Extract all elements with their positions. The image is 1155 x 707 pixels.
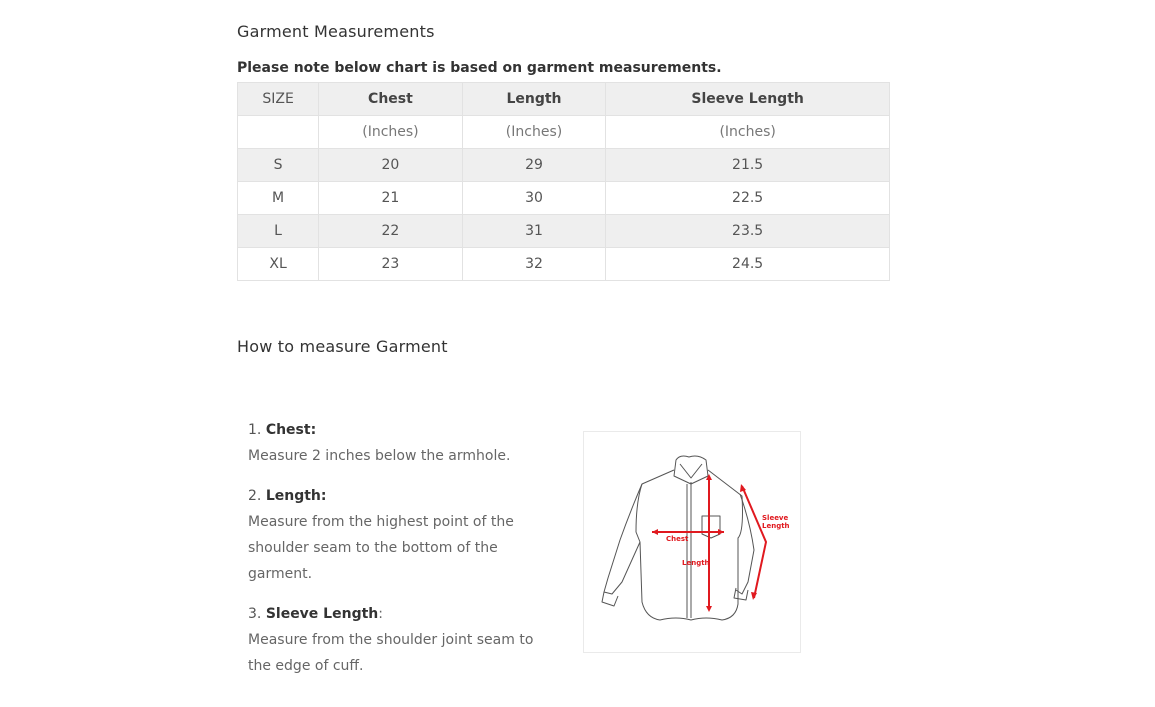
table-cell: 30 <box>462 182 606 215</box>
table-cell: XL <box>238 248 319 281</box>
step-label: Length: <box>265 488 327 504</box>
unit-cell <box>238 116 319 149</box>
measure-steps <box>248 417 558 693</box>
step-chest <box>248 417 558 469</box>
step-number: 2. <box>248 488 262 504</box>
table-cell: 24.5 <box>606 248 890 281</box>
header-chest: Chest <box>319 83 463 116</box>
table-cell: 31 <box>462 215 606 248</box>
step-label: Sleeve Length <box>265 606 379 622</box>
table-cell: 23 <box>319 248 463 281</box>
step-number: 3. <box>248 606 262 622</box>
how-to-measure-title: How to measure Garment <box>237 337 448 356</box>
length-label: Length <box>682 559 710 567</box>
table-cell: 21.5 <box>606 149 890 182</box>
step-label-suffix: : <box>378 606 383 622</box>
header-length: Length <box>462 83 606 116</box>
sleeve-arrow <box>742 486 766 598</box>
table-cell: S <box>238 149 319 182</box>
shirt-illustration <box>584 432 800 652</box>
step-description: Measure from the highest point of the shoulder seam to the bottom of the garment. <box>248 514 514 582</box>
sleeve-arrow-head <box>751 592 757 600</box>
step-length <box>248 483 558 587</box>
unit-cell: (Inches) <box>462 116 606 149</box>
step-description: Measure from the shoulder joint seam to the edge of cuff. <box>248 632 534 674</box>
chest-label: Chest <box>666 535 689 543</box>
length-arrow-head <box>706 606 712 612</box>
unit-cell: (Inches) <box>319 116 463 149</box>
step-number: 1. <box>248 422 262 438</box>
table-cell: 23.5 <box>606 215 890 248</box>
table-row <box>238 248 890 281</box>
step-sleeve-length <box>248 601 558 679</box>
chest-arrow-head <box>652 529 658 535</box>
sleeve-label-line1: Sleeve <box>762 514 789 522</box>
sleeve-label-line2: Length <box>762 522 790 530</box>
chest-arrow-head <box>718 529 724 535</box>
table-cell: 22.5 <box>606 182 890 215</box>
table-cell: 21 <box>319 182 463 215</box>
table-cell: 22 <box>319 215 463 248</box>
size-chart-table <box>237 82 890 281</box>
step-description: Measure 2 inches below the armhole. <box>248 448 511 464</box>
unit-cell: (Inches) <box>606 116 890 149</box>
table-units-row <box>238 116 890 149</box>
measure-arrows <box>652 474 766 612</box>
table-cell: 29 <box>462 149 606 182</box>
table-cell: 20 <box>319 149 463 182</box>
header-size: SIZE <box>238 83 319 116</box>
chart-note: Please note below chart is based on garment measurements. <box>237 60 722 76</box>
table-cell: M <box>238 182 319 215</box>
table-row <box>238 149 890 182</box>
table-cell: 32 <box>462 248 606 281</box>
table-row <box>238 215 890 248</box>
step-label: Chest: <box>265 422 317 438</box>
table-row <box>238 182 890 215</box>
table-header-row <box>238 83 890 116</box>
table-cell: L <box>238 215 319 248</box>
header-sleeve-length: Sleeve Length <box>606 83 890 116</box>
garment-measurements-title: Garment Measurements <box>237 22 435 41</box>
shirt-measure-diagram <box>583 431 801 653</box>
